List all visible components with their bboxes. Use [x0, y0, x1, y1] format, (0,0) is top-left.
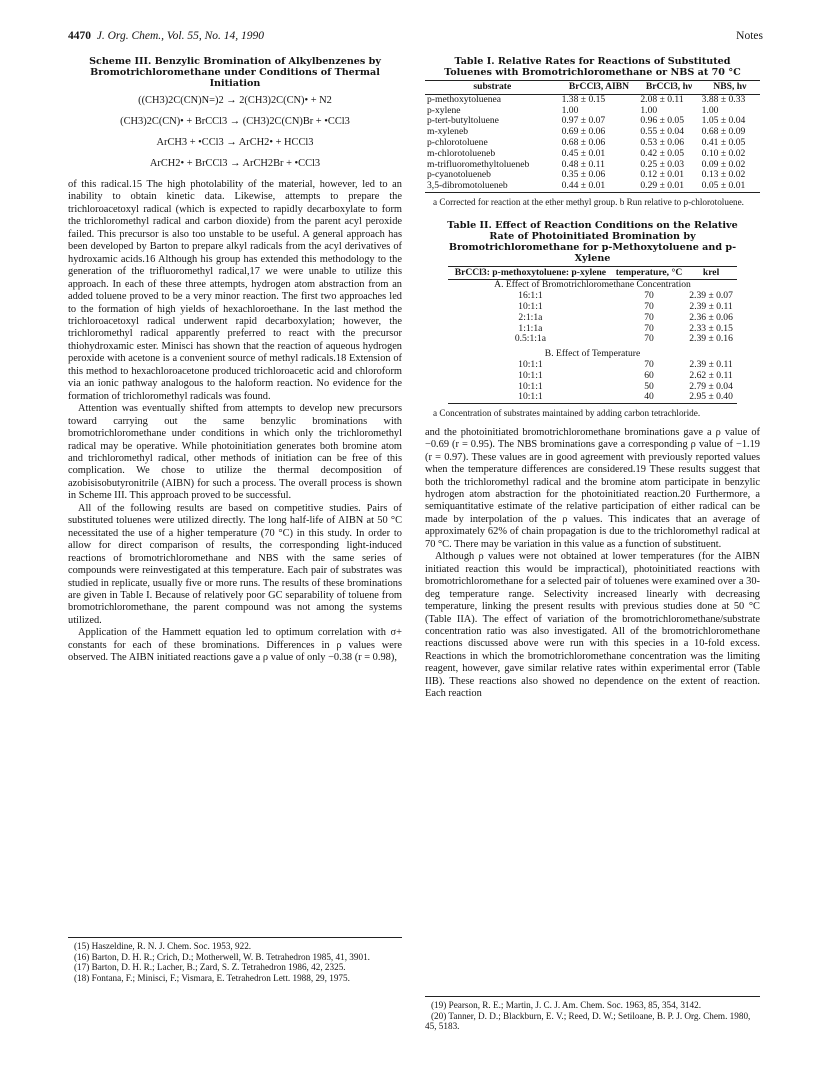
table-cell: 2.95 ± 0.40 [689, 391, 733, 403]
table-cell: 3,5-dibromotolueneb [427, 180, 508, 192]
scheme-equations [68, 95, 402, 170]
body-paragraph: of this radical.15 The high photolability of the material, however, led to an inability to obtain kinetic data. Likewise, attempts to prepare the trichloroacetoxyl radical (which is expected to rapidly decarboxylate to form the trichloromethyl radical and carbon dioxide) from the parent acyl peroxide failed. This precursor is also too unstable to be useful. A general approach has been developed by Barton to prepare alkyl radicals from the acyl derivatives of hydroxamic acids.16 Although his group has extended this methodology to the generation of the trifluoromethyl radical,17 we were unable to utilize this approach. In each of these three attempts, hydrogen atom abstraction from an added toluene proved to be a very minor reaction. The first two approaches led to the formation of high yields of hexachloroethane. In the last method the trichloroacetoxyl radical underwent rapid decarboxylation; however, the trichloromethyl radical apparently preferred to react with the precursor thiohydroxamic ester. Minisci has shown that the reaction of aqueous hydrogen peroxide with acetone is a convenient source of methyl radicals.18 Extension of this method to hexachloroacetone produced trichloroacetic acid and chloroform via an ionic pathway analogous to the haloform reaction. No evidence for the formation of trichloromethyl radicals was found. [68, 179, 402, 402]
table-row [448, 313, 736, 324]
table-1 [425, 56, 760, 208]
table-cell: 0.55 ± 0.04 [640, 126, 685, 138]
section-label: Notes [736, 30, 763, 42]
table-cell: m-xyleneb [427, 126, 469, 138]
table-header-row [448, 267, 736, 280]
table-cell: 0.97 ± 0.07 [561, 115, 606, 127]
body-paragraph: Application of the Hammett equation led to optimum correlation with σ+ constants for each of these brominations. Differences in ρ values were observed. The AIBN initiated reactions gave a ρ value of only −0.38 (r = 0.98), [68, 627, 402, 664]
table-cell: 1.00 [640, 104, 658, 116]
table-cell: 0.12 ± 0.01 [640, 169, 685, 181]
right-body [425, 427, 760, 701]
table-row [425, 95, 760, 106]
journal-name: J. Org. Chem., Vol. 55, No. 14, 1990 [96, 30, 265, 42]
footnote: (15) Haszeldine, R. N. J. Chem. Soc. 1953, 922. [74, 941, 252, 951]
body-paragraph: All of the following results are based on competitive studies. Pairs of substituted toluenes were utilized directly. The long half-life of AIBN at 50 °C necessitated the use of a higher temperature (70 °C) in this study. In order to allow for direct comparison of results, the corresponding light-induced reactions of bromotrichloromethane and NBS with the same series of compounds were reinvestigated at this temperature. Each pair of substrates was studied in replicate, usually five or more runs. The results of these brominations are given in Table I. Because of relatively poor GC separability of toluene from bromotrichloromethane, the parent compound was not among the systems utilized. [68, 502, 402, 626]
table-cell: 1.00 [561, 104, 579, 116]
footnote: (16) Barton, D. H. R.; Crich, D.; Motherwell, W. B. Tetrahedron 1985, 41, 3901. [74, 951, 370, 962]
table-cell: 2.39 ± 0.11 [689, 300, 733, 312]
table-cell: 2.08 ± 0.11 [640, 93, 684, 105]
column-header: substrate [473, 81, 512, 92]
column-header: BrCCl3, hν [645, 81, 693, 92]
table-row [448, 371, 736, 382]
table-1-notes: a Corrected for reaction at the ether methyl group. b Run relative to p-chlorotoluene. [433, 196, 744, 207]
table-cell: 0.10 ± 0.02 [701, 147, 746, 159]
table-cell: 2.39 ± 0.07 [689, 290, 733, 302]
body-paragraph: Attention was eventually shifted from attempts to develop new precursors toward carrying out the same benzylic brominations with bromotrichloromethane under conditions in which only the trichloromethyl radical may be operative. While photoinitiation generates both bromine atom and trichloromethyl radical, other methods of initiation can be free of this complication. We chose to utilize the thermal decomposition of azobisisobutyronitrile (AIBN) for such a process. The overall process is shown in Scheme III. This approach proved to be successful. [68, 403, 402, 502]
scheme-equation: (CH3)2C(CN)• + BrCCl3 → (CH3)2C(CN)Br + •CCl3 [120, 116, 350, 127]
table-2-notes: a Concentration of substrates maintained by adding carbon tetrachloride. [433, 408, 701, 419]
table-cell: 1.00 [701, 104, 719, 116]
table-cell: 70 [644, 311, 654, 323]
table-cell: 2:1:1a [518, 311, 543, 323]
table-cell: 2.39 ± 0.11 [689, 358, 733, 370]
table-cell: 2.79 ± 0.04 [689, 380, 733, 392]
page-number: 4470 [68, 30, 91, 42]
table-cell: p-cyanotolueneb [427, 169, 491, 181]
table-2 [425, 220, 760, 419]
journal-citation [68, 30, 264, 42]
table-cell: 70 [644, 358, 654, 370]
table-cell: 0.25 ± 0.03 [640, 158, 685, 170]
table-1-grid [425, 80, 760, 193]
right-column [425, 56, 760, 701]
table-cell: 10:1:1 [518, 300, 543, 312]
table-cell: 0.42 ± 0.05 [640, 147, 685, 159]
table-cell: 1.38 ± 0.15 [561, 93, 606, 105]
column-header: BrCCl3: p-methoxytoluene: p-xylene [454, 266, 607, 278]
table-cell: 2.36 ± 0.06 [689, 311, 733, 323]
table-cell: 60 [644, 369, 654, 381]
table-cell: 0.35 ± 0.06 [561, 169, 606, 181]
table-cell: 0.48 ± 0.11 [561, 158, 605, 170]
table-cell: 50 [644, 380, 654, 392]
table-cell: 70 [644, 290, 654, 302]
footnote: (17) Barton, D. H. R.; Lacher, B.; Zard, S. Z. Tetrahedron 1986, 42, 2325. [74, 962, 346, 973]
table-header-row [425, 81, 760, 94]
table-cell: 2.39 ± 0.16 [689, 333, 733, 345]
table-cell: 70 [644, 322, 654, 334]
table-1-title: Table I. Relative Rates for Reactions of Substituted Toluenes with Bromotrichloromethane or NBS at 70 °C [444, 56, 741, 78]
table-row [448, 392, 736, 403]
table-cell: 0.05 ± 0.01 [701, 180, 746, 192]
footnotes-left [68, 937, 402, 983]
table-cell: 70 [644, 333, 654, 345]
left-column [68, 56, 402, 665]
table-cell: 10:1:1 [518, 358, 543, 370]
footnote: (18) Fontana, F.; Minisci, F.; Vismara, E. Tetrahedron Lett. 1988, 29, 1975. [74, 972, 350, 983]
column-header: temperature, °C [615, 266, 683, 278]
table-cell: m-chlorotolueneb [427, 147, 496, 159]
column-header: NBS, hν [713, 81, 747, 92]
table-section-title: A. Effect of Bromotrichloromethane Concentration [494, 279, 691, 291]
table-cell: m-trifluoromethyltolueneb [427, 158, 530, 170]
table-cell: p-methoxytoluenea [427, 93, 502, 105]
running-head [68, 30, 763, 46]
table-cell: 0.45 ± 0.01 [561, 147, 606, 159]
table-2-grid [448, 266, 736, 405]
body-paragraph: and the photoinitiated bromotrichloromethane brominations gave a ρ value of −0.69 (r = 0.95). The NBS brominations gave a corresponding ρ value of −1.19 (r = 0.97). These values are in good agreement with previously reported values when the temperature differences are considered.19 These results suggest that both the trichloromethyl radical and the bromine atom participate in benzylic hydrogen atom abstraction for the photoinitiated reaction.20 Furthermore, a semiquantitative estimate of the relative participation of either radical can be made by interpolation of the ρ values. This indicates that an average of approximately 62% of chain propagation is due to the trichloromethyl radical at 70 °C. There may be variation in this value as a function of substituent. [425, 426, 760, 550]
table-cell: 1:1:1a [518, 322, 543, 334]
column-header: krel [702, 266, 720, 278]
table-cell: p-xylene [427, 104, 461, 116]
body-paragraph: Although ρ values were not obtained at lower temperatures (for the AIBN initiated reaction this would be impractical), photoinitiated reactions with bromotrichloromethane for a selected pair of toluenes were examined over a 30-deg temperature range. Selectivity increased linearly with decreasing temperature, linking the present results with previous studies done at 50 °C (Table IIA). The effect of variation of the bromotrichloromethane/substrate concentration ratio was also investigated. All of the bromotrichloromethane reactions discussed above were run with this species in a 10-fold excess. Reactions in which the bromotrichloromethane concentration was the limiting reagent, however, gave similar relative rates within experimental error (Table IIB). These reactions also showed no dependence on the extent of reaction. Each reaction [425, 551, 760, 700]
table-cell: 0.41 ± 0.05 [701, 136, 746, 148]
table-cell: 0.09 ± 0.02 [701, 158, 746, 170]
table-cell: 0.69 ± 0.06 [561, 126, 606, 138]
table-cell: 2.33 ± 0.15 [689, 322, 733, 334]
table-row [425, 149, 760, 160]
table-cell: 1.05 ± 0.04 [701, 115, 746, 127]
table-cell: 0.68 ± 0.09 [701, 126, 746, 138]
scheme-title: Scheme III. Benzylic Bromination of Alkylbenzenes by Bromotrichloromethane under Conditions of Thermal Initiation [89, 56, 381, 89]
table-cell: 40 [644, 391, 654, 403]
scheme-equation: ((CH3)2C(CN)N=)2 → 2(CH3)2C(CN)• + N2 [138, 95, 332, 106]
table-cell: 0.44 ± 0.01 [561, 180, 606, 192]
table-row [425, 181, 760, 192]
table-cell: 0.5:1:1a [514, 333, 546, 345]
table-cell: 0.96 ± 0.05 [640, 115, 685, 127]
scheme-equation: ArCH3 + •CCl3 → ArCH2• + HCCl3 [156, 137, 314, 148]
table-cell: 0.53 ± 0.06 [640, 136, 685, 148]
table-cell: 3.88 ± 0.33 [701, 93, 746, 105]
table-cell: 2.62 ± 0.11 [689, 369, 733, 381]
table-cell: p-tert-butyltoluene [427, 115, 499, 127]
column-header: BrCCl3, AIBN [568, 81, 630, 92]
scheme-equation: ArCH2• + BrCCl3 → ArCH2Br + •CCl3 [149, 158, 321, 169]
table-row [448, 334, 736, 345]
table-cell: 10:1:1 [518, 391, 543, 403]
footnote: (20) Tanner, D. D.; Blackburn, E. V.; Reed, D. W.; Setiloane, B. P. J. Org. Chem. 1980, 45, 5183. [425, 1010, 751, 1032]
table-2-title: Table II. Effect of Reaction Conditions on the Relative Rate of Photoinitiated Bromination by Bromotrichloromethane for p-Methoxytoluene and p-Xylene [447, 219, 738, 264]
table-cell: 0.29 ± 0.01 [640, 180, 685, 192]
table-cell: 0.68 ± 0.06 [561, 136, 606, 148]
table-cell: p-chlorotoluene [427, 136, 488, 148]
footnote: (19) Pearson, R. E.; Martin, J. C. J. Am. Chem. Soc. 1963, 85, 354, 3142. [431, 1000, 702, 1010]
table-section-title: B. Effect of Temperature [544, 348, 641, 360]
table-cell: 16:1:1 [518, 290, 543, 302]
table-cell: 0.13 ± 0.02 [701, 169, 746, 181]
table-cell: 10:1:1 [518, 380, 543, 392]
table-cell: 10:1:1 [518, 369, 543, 381]
footnotes-right [425, 996, 760, 1032]
table-cell: 70 [644, 300, 654, 312]
